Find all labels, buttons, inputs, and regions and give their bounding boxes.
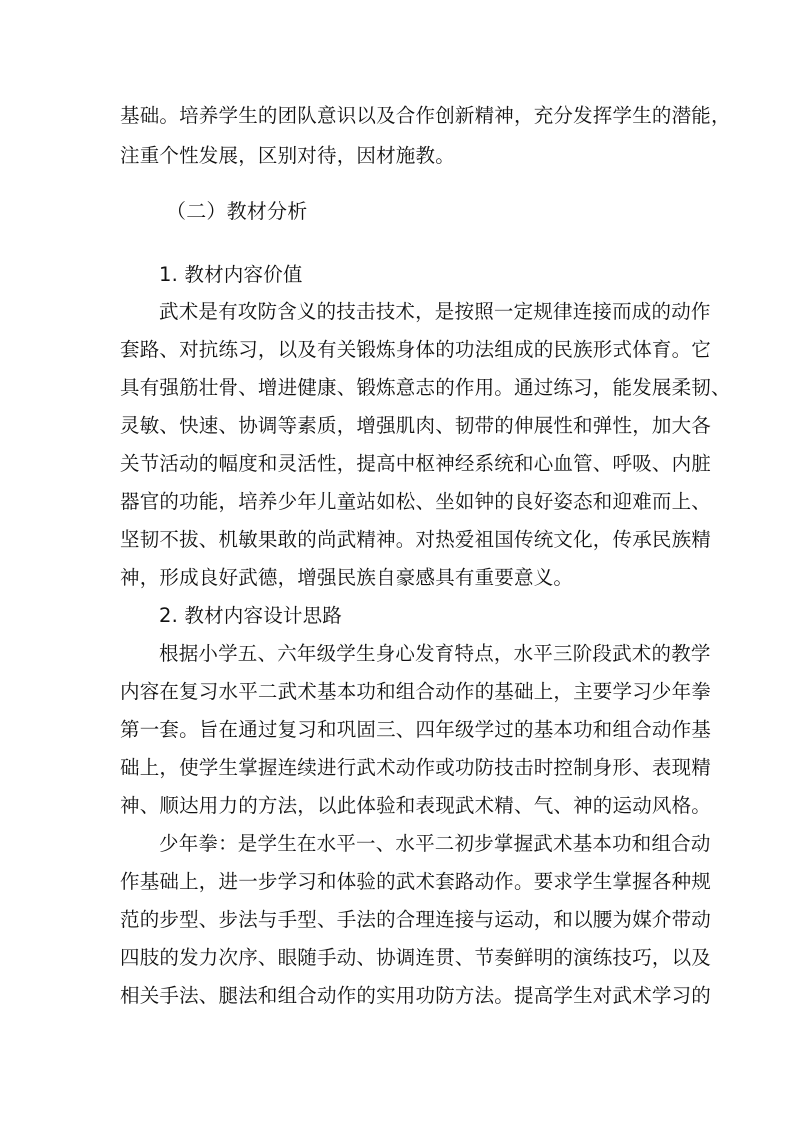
- paragraph-line: 器官的功能，培养少年儿童站如松、坐如钟的良好姿态和迎难而上、: [120, 490, 712, 513]
- subsection-heading: 1. 教材内容价值: [159, 263, 303, 286]
- paragraph-line: 四肢的发力次序、眼随手动、协调连贯、节奏鲜明的演练技巧，以及: [120, 946, 712, 969]
- paragraph-line: 相关手法、腿法和组合动作的实用功防方法。提高学生对武术学习的: [120, 984, 712, 1007]
- paragraph-line: 注重个性发展，区别对待，因材施教。: [120, 144, 455, 167]
- subsection-heading: 2. 教材内容设计思路: [159, 604, 343, 627]
- paragraph-line: 关节活动的幅度和灵活性，提高中枢神经系统和心血管、呼吸、内脏: [120, 452, 712, 475]
- paragraph-line: 套路、对抗练习，以及有关锻炼身体的功法组成的民族形式体育。它: [120, 338, 712, 361]
- paragraph-line: 内容在复习水平二武术基本功和组合动作的基础上，主要学习少年拳: [120, 680, 712, 703]
- paragraph-line: 础上，使学生掌握连续进行武术动作或功防技击时控制身形、表现精: [120, 756, 712, 779]
- paragraph-line: 武术是有攻防含义的技击技术，是按照一定规律连接而成的动作: [159, 300, 711, 323]
- paragraph-line: 范的步型、步法与手型、手法的合理连接与运动，和以腰为媒介带动: [120, 908, 712, 931]
- paragraph-line: 作基础上，进一步学习和体验的武术套路动作。要求学生掌握各种规: [120, 870, 712, 893]
- section-heading: （二）教材分析: [166, 199, 308, 223]
- paragraph-line: 灵敏、快速、协调等素质，增强肌肉、韧带的伸展性和弹性，加大各: [120, 414, 712, 437]
- paragraph-line: 第一套。旨在通过复习和巩固三、四年级学过的基本功和组合动作基: [120, 718, 712, 741]
- paragraph-line: 基础。培养学生的团队意识以及合作创新精神，充分发挥学生的潜能，: [120, 104, 731, 127]
- paragraph-line: 神，形成良好武德，增强民族自豪感具有重要意义。: [120, 566, 574, 589]
- paragraph-line: 根据小学五、六年级学生身心发育特点，水平三阶段武术的教学: [159, 642, 711, 665]
- paragraph-line: 具有强筋壮骨、增进健康、锻炼意志的作用。通过练习，能发展柔韧、: [120, 376, 731, 399]
- paragraph-line: 坚韧不拔、机敏果敢的尚武精神。对热爱祖国传统文化，传承民族精: [120, 528, 712, 551]
- paragraph-line: 神、顺达用力的方法，以此体验和表现武术精、气、神的运动风格。: [120, 794, 712, 817]
- paragraph-line: 少年拳：是学生在水平一、水平二初步掌握武术基本功和组合动: [159, 832, 711, 855]
